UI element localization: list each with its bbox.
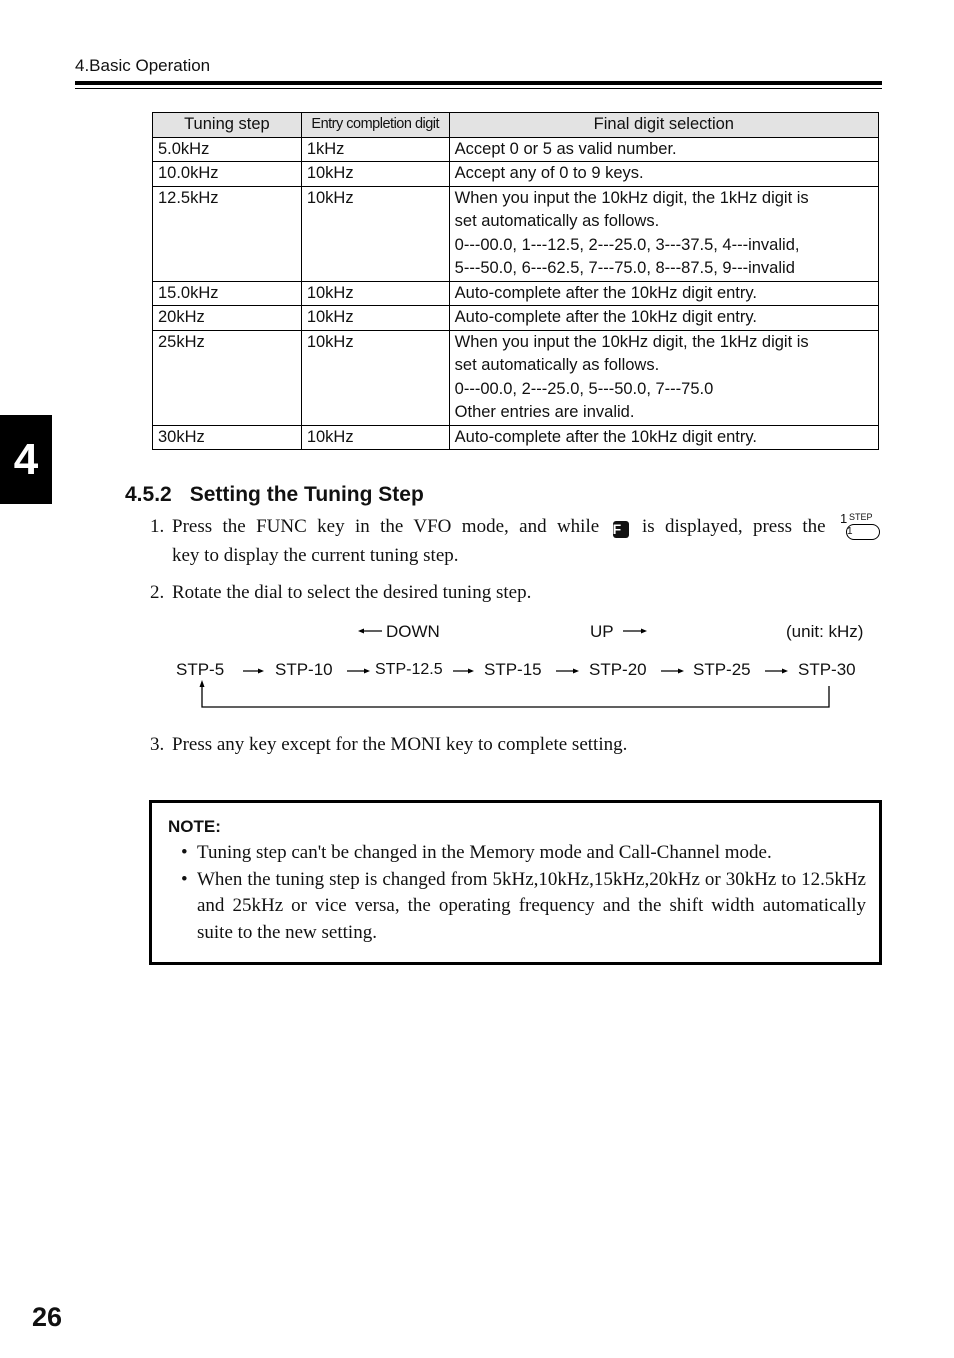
note-title: NOTE: [168,817,221,836]
header-tuning-step: Tuning step [153,113,302,138]
step-option: STP-10 [275,660,333,679]
cell-step: 12.5kHz [153,186,302,281]
unit-label: (unit: kHz) [786,622,864,641]
step-text: key to display the current tuning step. [172,545,459,566]
selection-line: When you input the 10kHz digit, the 1kHz digit is [454,332,809,351]
note-item [181,840,866,867]
step-text: Press any key except for the MONI key to complete setting. [172,734,628,755]
step-number: 2. [150,582,165,603]
step-option: STP-12.5 [375,661,443,678]
selection-line: Auto-complete after the 10kHz digit entry. [454,308,757,326]
selection-line: Auto-complete after the 10kHz digit entry. [454,427,757,446]
cell-step: 10.0kHz [153,162,302,187]
step-number: 3. [150,734,165,755]
selection-line: 0---00.0, 2---25.0, 5---50.0, 7---75.0 [454,379,714,398]
step-option: STP-25 [693,660,751,679]
note-text: Tuning step can't be changed in the Memory mode and Call-Channel mode. [197,842,772,863]
step-option: STP-30 [798,660,856,679]
selection-line: Accept 0 or 5 as valid number. [454,139,677,158]
key-number: 1 [840,511,848,526]
selection-line: set automatically as follows. [454,212,660,230]
cell-digit: 10kHz [301,162,449,187]
selection-line: Other entries are invalid. [454,403,635,421]
page-number: 26 [32,1302,63,1332]
section-title: Setting the Tuning Step [189,483,424,506]
cell-step: 20kHz [153,306,302,331]
up-label: UP [590,622,614,641]
section-number: 4.5.2 [125,483,172,506]
cell-digit: 10kHz [301,330,449,425]
header-entry-completion-digit: Entry completion digit [301,113,449,138]
step-text: Press the FUNC key in the VFO mode, and while [172,516,600,537]
instruction-step-3 [150,730,627,759]
selection-line: set automatically as follows. [454,356,660,374]
running-header: 4.Basic Operation [75,56,211,75]
chapter-tab: 4 [0,415,52,504]
key-oval: 1 [846,524,880,540]
selection-line: When you input the 10kHz digit, the 1kHz digit is [454,188,809,207]
step-text: Rotate the dial to select the desired tuning step. [172,582,532,603]
cell-step: 25kHz [153,330,302,425]
selection-line: Auto-complete after the 10kHz digit entry. [454,283,757,302]
bullet-icon: • [181,842,188,863]
note-list [181,840,866,946]
note-text: When the tuning step is changed from 5kHz,10kHz,15kHz,20kHz or 30kHz to 12.5kHz and 25kHz or vice versa, the operating frequency and the shift width automatically suite to the new setting. [197,868,866,943]
cell-step: 30kHz [153,425,302,450]
note-box [149,800,882,965]
bullet-icon: • [181,868,188,890]
loop-back-line [202,684,829,707]
cell-digit: 10kHz [301,306,449,331]
header-final-digit-selection: Final digit selection [449,113,878,138]
step-text: is displayed, press the [641,516,826,537]
selection-line: 5---50.0, 6---62.5, 7---75.0, 8---87.5, 9---invalid [454,259,795,277]
f-indicator-icon: F [613,521,629,538]
note-item [181,867,866,947]
cell-digit: 10kHz [301,281,449,306]
step-option: STP-20 [589,660,647,679]
cell-digit: 10kHz [301,186,449,281]
cell-step: 5.0kHz [153,137,302,162]
step-option: STP-15 [484,660,542,679]
selection-line: 0---00.0, 1---12.5, 2---25.0, 3---37.5, 4---invalid, [454,235,800,254]
key-label: STEP [849,512,873,522]
cell-digit: 1kHz [301,137,449,162]
cell-step: 15.0kHz [153,281,302,306]
down-label: DOWN [386,622,440,641]
selection-line: Accept any of 0 to 9 keys. [454,164,644,182]
step-option: STP-5 [176,660,225,679]
cell-digit: 10kHz [301,425,449,450]
step-number: 1. [150,516,165,537]
